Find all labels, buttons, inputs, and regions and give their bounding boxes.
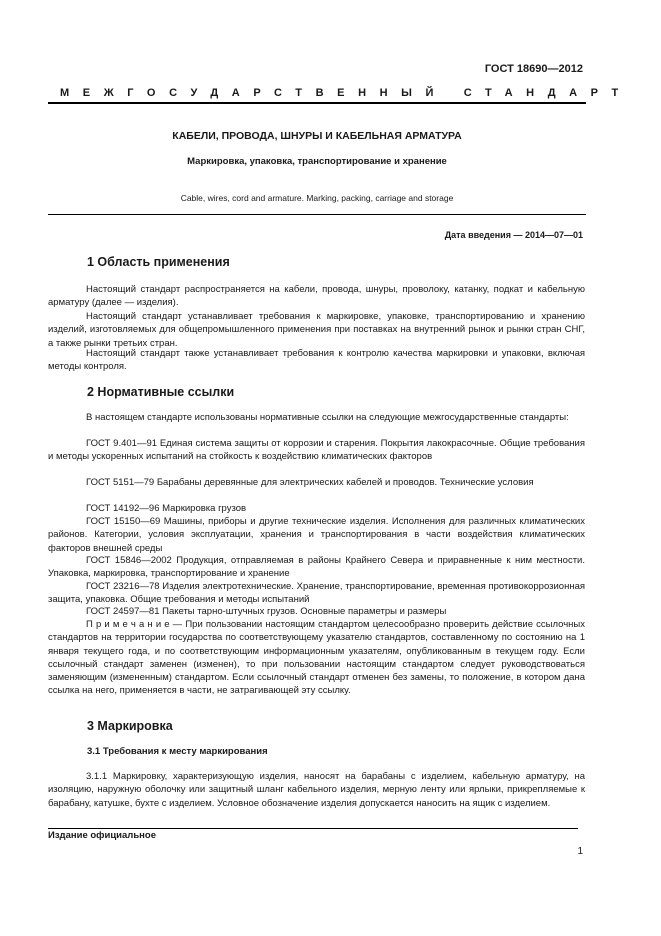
official-edition-label: Издание официальное — [48, 830, 156, 841]
interstate-standard-banner: МЕЖГОСУДАРСТВЕННЫЙ СТАНДАРТ — [60, 87, 632, 99]
note-label: П р и м е ч а н и е — — [86, 619, 183, 630]
page-number: 1 — [577, 846, 583, 857]
section-2-intro: В настоящем стандарте использованы нормативные ссылки на следующие межгосударственные стандарты: — [86, 412, 569, 423]
subsection-3-1-heading: 3.1 Требования к месту маркирования — [87, 746, 268, 757]
reference-item: ГОСТ 5151—79 Барабаны деревянные для электрических кабелей и проводов. Технические условия — [86, 477, 534, 488]
document-subtitle: Маркировка, упаковка, транспортирование и хранение — [187, 156, 447, 167]
reference-item: ГОСТ 15150—69 Машины, приборы и другие технические изделия. Исполнения для различных климатических районов. Категории, условия эксплуатации, хранения и транспортирования в части воздействия климатических факторов внешней среды — [48, 516, 585, 554]
header-rule — [48, 102, 586, 104]
section-1-paragraph-3: Настоящий стандарт также устанавливает требования к контролю качества маркировки и упаковки, включая методы контроля. — [48, 348, 585, 373]
note-text: При пользовании настоящим стандартом целесообразно проверить действие ссылочных стандартов на территории государства по соответствующему указателю стандартов, составленному по состоянию на 1 января текущего года, и по соответствующим информационным указателям, опубликованным в текущем году. Если ссылочный стандарт заменен (изменен), то при пользовании настоящим стандартом следует руководствоваться заменяющим (измененным) стандартом. Если ссылочный стандарт отменен без замены, то положение, в котором дана ссылка на него, применяется в части, не затрагивающей эту ссылку. — [48, 619, 585, 697]
section-1-paragraph-2: Настоящий стандарт устанавливает требования к маркировке, упаковке, транспортированию и хранению изделий, изготовляемых для общепромышленного применения при поставках на внутренний рынок и рынки стран СНГ, а также рынки третьих стран. — [48, 311, 585, 349]
section-2-note — [48, 618, 585, 698]
section-3-heading: 3 Маркировка — [87, 719, 173, 733]
english-title: Cable, wires, cord and armature. Marking, packing, carriage and storage — [180, 193, 454, 203]
section-2-heading: 2 Нормативные ссылки — [87, 385, 235, 399]
footer-rule — [48, 828, 578, 829]
title-rule — [48, 214, 586, 215]
section-1-heading: 1 Область применения — [87, 255, 230, 269]
section-3-paragraph-1: 3.1.1 Маркировку, характеризующую изделия, наносят на барабаны с изделием, кабельную арматуру, на изоляцию, наружную оболочку или защитный шланг кабельного изделия, мерную ленту или ярлыки, прикрепляемые к барабану, катушке, бухте с изделием. Условное обозначение изделия допускается наносить на ящик с изделием. — [48, 771, 585, 809]
reference-item: ГОСТ 23216—78 Изделия электротехнические. Хранение, транспортирование, временная противокоррозионная защита, упаковка. Общие требования и методы испытаний — [48, 581, 585, 606]
reference-item: ГОСТ 9.401—91 Единая система защиты от коррозии и старения. Покрытия лакокрасочные. Общие требования и методы ускоренных испытаний на стойкость к воздействию климатических факторов — [48, 438, 585, 463]
introduction-date: Дата введения — 2014—07—01 — [444, 230, 583, 240]
document-title: КАБЕЛИ, ПРОВОДА, ШНУРЫ И КАБЕЛЬНАЯ АРМАТУРА — [172, 130, 462, 142]
reference-item: ГОСТ 14192—96 Маркировка грузов — [86, 503, 247, 514]
reference-item: ГОСТ 24597—81 Пакеты тарно-штучных грузов. Основные параметры и размеры — [86, 606, 447, 617]
reference-item: ГОСТ 15846—2002 Продукция, отправляемая в районы Крайнего Севера и приравненные к ним местности. Упаковка, маркировка, транспортирование и хранение — [48, 555, 585, 580]
section-1-paragraph-1: Настоящий стандарт распространяется на кабели, провода, шнуры, проволоку, катанку, подкат и кабельную арматуру (далее — изделия). — [48, 284, 585, 309]
standard-code: ГОСТ 18690—2012 — [484, 63, 583, 75]
